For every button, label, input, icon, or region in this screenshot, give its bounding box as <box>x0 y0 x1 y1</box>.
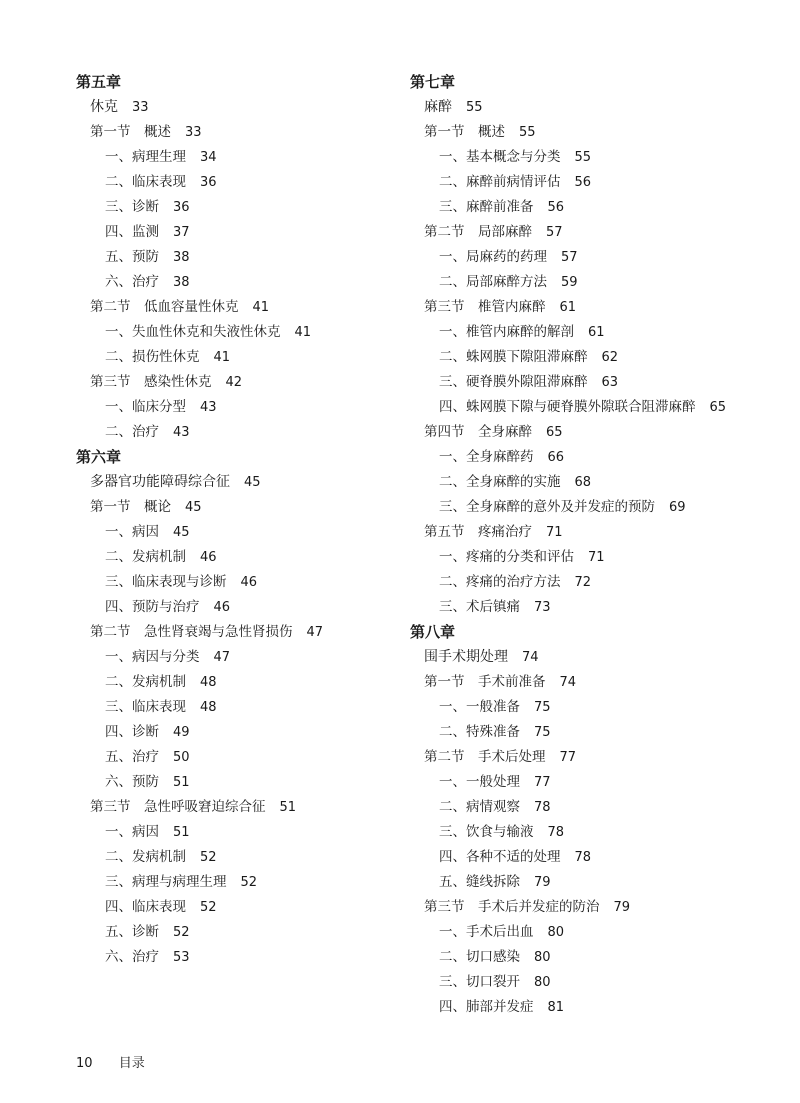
toc-entry-page-number: 80 <box>534 950 551 965</box>
toc-sub-entry <box>76 220 396 245</box>
toc-entry-page-number: 77 <box>534 775 551 790</box>
toc-entry-page-number: 36 <box>173 200 190 215</box>
toc-entry-text: 一、椎管内麻醉的解剖 <box>439 324 574 340</box>
toc-entry-page-number: 78 <box>547 825 565 840</box>
toc-sub-entry <box>410 495 790 520</box>
toc-entry-page-number: 50 <box>173 750 190 765</box>
toc-entry-text: 三、切口裂开 <box>439 974 520 990</box>
toc-entry-text: 二、切口感染 <box>439 949 520 965</box>
toc-entry-text: 第二节 局部麻醉 <box>424 224 532 240</box>
toc-entry-text: 第二节 急性肾衰竭与急性肾损伤 <box>90 624 293 640</box>
toc-entry-page-number: 61 <box>588 325 605 340</box>
toc-entry-text: 第一节 手术前准备 <box>424 674 546 690</box>
toc-entry-text: 一、病因 <box>105 524 159 540</box>
toc-sub-entry <box>76 870 396 895</box>
toc-section-entry <box>76 120 396 145</box>
toc-column-right <box>410 70 790 1020</box>
toc-section-entry <box>76 295 396 320</box>
toc-entry-page-number: 48 <box>200 700 217 715</box>
toc-entry-text: 五、诊断 <box>105 924 159 940</box>
toc-entry-page-number: 45 <box>244 475 261 490</box>
toc-entry-text: 休克 <box>90 99 118 115</box>
toc-entry-page-number: 55 <box>519 125 536 140</box>
toc-sub-entry <box>410 845 790 870</box>
toc-section-entry <box>410 420 790 445</box>
toc-entry-text: 一、病理生理 <box>105 149 186 165</box>
toc-entry-page-number: 55 <box>574 150 592 165</box>
toc-entry-text: 第一节 概论 <box>90 499 171 515</box>
toc-sub-entry <box>410 970 790 995</box>
toc-entry-text: 一、全身麻醉药 <box>439 449 534 465</box>
toc-sub-entry <box>410 245 790 270</box>
toc-sub-entry <box>76 270 396 295</box>
toc-sub-entry <box>410 795 790 820</box>
toc-sub-entry <box>76 745 396 770</box>
toc-sub-entry <box>410 570 790 595</box>
toc-sub-entry <box>76 570 396 595</box>
toc-entry-page-number: 48 <box>200 675 217 690</box>
toc-entry-page-number: 77 <box>559 750 577 765</box>
toc-sub-entry <box>76 245 396 270</box>
toc-entry-page-number: 37 <box>173 225 190 240</box>
toc-sub-entry <box>76 195 396 220</box>
toc-section-entry <box>410 520 790 545</box>
toc-title-entry <box>76 470 396 495</box>
toc-title-entry <box>76 95 396 120</box>
toc-entry-page-number: 51 <box>173 825 190 840</box>
toc-entry-text: 一、失血性休克和失液性休克 <box>105 324 281 340</box>
toc-entry-text: 第五章 <box>76 73 122 91</box>
toc-section-entry <box>76 795 396 820</box>
toc-chapter-entry <box>410 620 790 645</box>
toc-entry-text: 多器官功能障碍综合征 <box>90 474 230 490</box>
toc-sub-entry <box>76 545 396 570</box>
toc-column-left <box>76 70 396 970</box>
toc-sub-entry <box>76 820 396 845</box>
toc-entry-text: 三、全身麻醉的意外及并发症的预防 <box>439 499 655 515</box>
toc-entry-page-number: 47 <box>306 625 324 640</box>
toc-sub-entry <box>76 520 396 545</box>
toc-entry-page-number: 74 <box>522 650 539 665</box>
toc-sub-entry <box>76 920 396 945</box>
toc-section-entry <box>76 620 396 645</box>
toc-entry-text: 三、饮食与输液 <box>439 824 534 840</box>
toc-entry-page-number: 43 <box>173 425 190 440</box>
toc-entry-text: 四、蛛网膜下隙与硬脊膜外隙联合阻滞麻醉 <box>439 399 696 415</box>
toc-chapter-entry <box>76 445 396 470</box>
toc-chapter-entry <box>410 70 790 95</box>
toc-entry-page-number: 63 <box>601 375 619 390</box>
toc-entry-text: 四、预防与治疗 <box>105 599 200 615</box>
toc-sub-entry <box>76 945 396 970</box>
toc-entry-text: 二、损伤性休克 <box>105 349 200 365</box>
toc-entry-page-number: 62 <box>601 350 619 365</box>
toc-sub-entry <box>410 770 790 795</box>
toc-entry-page-number: 52 <box>173 925 190 940</box>
toc-entry-page-number: 56 <box>547 200 565 215</box>
toc-entry-text: 二、发病机制 <box>105 849 186 865</box>
toc-entry-text: 第二节 手术后处理 <box>424 749 546 765</box>
toc-section-entry <box>76 370 396 395</box>
toc-entry-page-number: 55 <box>466 100 483 115</box>
toc-entry-text: 五、治疗 <box>105 749 159 765</box>
toc-entry-text: 二、治疗 <box>105 424 159 440</box>
toc-entry-text: 一、基本概念与分类 <box>439 149 561 165</box>
toc-sub-entry <box>410 695 790 720</box>
toc-sub-entry <box>76 845 396 870</box>
toc-sub-entry <box>76 595 396 620</box>
toc-entry-text: 四、各种不适的处理 <box>439 849 561 865</box>
toc-sub-entry <box>410 370 790 395</box>
toc-entry-text: 二、病情观察 <box>439 799 520 815</box>
toc-sub-entry <box>76 670 396 695</box>
toc-entry-text: 六、治疗 <box>105 274 159 290</box>
toc-entry-text: 四、诊断 <box>105 724 159 740</box>
toc-entry-text: 三、病理与病理生理 <box>105 874 227 890</box>
toc-entry-page-number: 79 <box>534 875 551 890</box>
toc-entry-page-number: 65 <box>709 400 727 415</box>
toc-entry-page-number: 75 <box>534 725 551 740</box>
toc-entry-page-number: 65 <box>546 425 563 440</box>
toc-entry-text: 五、预防 <box>105 249 159 265</box>
toc-entry-text: 二、临床表现 <box>105 174 186 190</box>
toc-entry-text: 二、麻醉前病情评估 <box>439 174 561 190</box>
toc-entry-text: 一、局麻药的药理 <box>439 249 547 265</box>
toc-entry-text: 第四节 全身麻醉 <box>424 424 532 440</box>
toc-entry-text: 四、监测 <box>105 224 159 240</box>
toc-entry-page-number: 80 <box>547 925 565 940</box>
toc-sub-entry <box>410 870 790 895</box>
toc-entry-page-number: 41 <box>213 350 231 365</box>
toc-section-entry <box>410 670 790 695</box>
toc-entry-page-number: 46 <box>213 600 231 615</box>
toc-sub-entry <box>410 545 790 570</box>
toc-entry-text: 六、治疗 <box>105 949 159 965</box>
page-footer <box>76 1054 145 1074</box>
toc-entry-page-number: 71 <box>546 525 563 540</box>
toc-entry-text: 五、缝线拆除 <box>439 874 520 890</box>
toc-sub-entry <box>76 320 396 345</box>
toc-entry-page-number: 43 <box>200 400 217 415</box>
toc-entry-text: 第一节 概述 <box>424 124 505 140</box>
toc-entry-text: 第三节 椎管内麻醉 <box>424 299 546 315</box>
toc-sub-entry <box>410 170 790 195</box>
toc-entry-text: 一、病因与分类 <box>105 649 200 665</box>
toc-entry-text: 一、手术后出血 <box>439 924 534 940</box>
toc-entry-text: 第三节 手术后并发症的防治 <box>424 899 600 915</box>
toc-entry-page-number: 53 <box>173 950 190 965</box>
toc-entry-text: 三、术后镇痛 <box>439 599 520 615</box>
toc-sub-entry <box>76 645 396 670</box>
toc-entry-page-number: 47 <box>213 650 231 665</box>
toc-entry-page-number: 33 <box>132 100 149 115</box>
toc-entry-text: 麻醉 <box>424 99 452 115</box>
toc-section-entry <box>410 895 790 920</box>
toc-sub-entry <box>410 595 790 620</box>
toc-entry-page-number: 66 <box>547 450 565 465</box>
toc-sub-entry <box>410 395 790 420</box>
toc-sub-entry <box>76 395 396 420</box>
toc-entry-page-number: 72 <box>574 575 592 590</box>
toc-entry-text: 一、疼痛的分类和评估 <box>439 549 574 565</box>
footer-page-number: 10 <box>76 1056 93 1071</box>
toc-entry-text: 二、疼痛的治疗方法 <box>439 574 561 590</box>
toc-entry-text: 一、病因 <box>105 824 159 840</box>
toc-title-entry <box>410 95 790 120</box>
toc-entry-text: 二、发病机制 <box>105 674 186 690</box>
toc-entry-page-number: 46 <box>200 550 217 565</box>
footer-title: 目录 <box>118 1056 145 1071</box>
toc-sub-entry <box>410 920 790 945</box>
toc-section-entry <box>410 295 790 320</box>
toc-section-entry <box>410 745 790 770</box>
toc-entry-page-number: 38 <box>173 275 190 290</box>
toc-entry-text: 三、硬脊膜外隙阻滞麻醉 <box>439 374 588 390</box>
toc-entry-text: 第七章 <box>410 73 456 91</box>
toc-entry-text: 一、一般处理 <box>439 774 520 790</box>
toc-entry-text: 第五节 疼痛治疗 <box>424 524 532 540</box>
toc-entry-text: 二、蛛网膜下隙阻滞麻醉 <box>439 349 588 365</box>
toc-entry-page-number: 68 <box>574 475 592 490</box>
toc-entry-text: 二、发病机制 <box>105 549 186 565</box>
toc-entry-page-number: 78 <box>534 800 551 815</box>
toc-sub-entry <box>410 345 790 370</box>
toc-entry-text: 一、一般准备 <box>439 699 520 715</box>
toc-entry-page-number: 46 <box>240 575 258 590</box>
toc-entry-text: 第三节 急性呼吸窘迫综合征 <box>90 799 266 815</box>
toc-entry-text: 第一节 概述 <box>90 124 171 140</box>
toc-entry-page-number: 34 <box>200 150 217 165</box>
toc-sub-entry <box>76 770 396 795</box>
toc-title-entry <box>410 645 790 670</box>
toc-sub-entry <box>410 320 790 345</box>
toc-entry-page-number: 75 <box>534 700 551 715</box>
toc-entry-page-number: 45 <box>185 500 202 515</box>
toc-entry-page-number: 73 <box>534 600 551 615</box>
toc-entry-page-number: 78 <box>574 850 592 865</box>
toc-entry-text: 第六章 <box>76 448 122 466</box>
toc-entry-page-number: 52 <box>200 850 217 865</box>
toc-entry-text: 三、临床表现与诊断 <box>105 574 227 590</box>
toc-sub-entry <box>76 170 396 195</box>
toc-sub-entry <box>410 270 790 295</box>
toc-entry-text: 二、全身麻醉的实施 <box>439 474 561 490</box>
toc-entry-text: 六、预防 <box>105 774 159 790</box>
toc-entry-page-number: 80 <box>534 975 551 990</box>
toc-entry-page-number: 36 <box>200 175 217 190</box>
toc-entry-text: 第二节 低血容量性休克 <box>90 299 239 315</box>
toc-sub-entry <box>76 695 396 720</box>
toc-sub-entry <box>76 145 396 170</box>
toc-entry-page-number: 79 <box>613 900 631 915</box>
toc-entry-page-number: 71 <box>588 550 605 565</box>
toc-sub-entry <box>76 895 396 920</box>
toc-entry-page-number: 38 <box>173 250 190 265</box>
toc-sub-entry <box>410 470 790 495</box>
toc-section-entry <box>410 220 790 245</box>
toc-sub-entry <box>410 445 790 470</box>
toc-entry-page-number: 45 <box>173 525 190 540</box>
toc-entry-text: 二、局部麻醉方法 <box>439 274 547 290</box>
toc-chapter-entry <box>76 70 396 95</box>
toc-entry-page-number: 41 <box>294 325 312 340</box>
toc-entry-page-number: 57 <box>561 250 578 265</box>
toc-sub-entry <box>410 945 790 970</box>
toc-section-entry <box>76 495 396 520</box>
toc-sub-entry <box>76 720 396 745</box>
toc-entry-text: 三、麻醉前准备 <box>439 199 534 215</box>
toc-entry-page-number: 69 <box>669 500 686 515</box>
toc-sub-entry <box>410 820 790 845</box>
toc-entry-page-number: 74 <box>559 675 577 690</box>
toc-section-entry <box>410 120 790 145</box>
toc-sub-entry <box>410 995 790 1020</box>
toc-entry-page-number: 51 <box>279 800 297 815</box>
toc-sub-entry <box>76 345 396 370</box>
toc-entry-page-number: 61 <box>559 300 577 315</box>
toc-entry-page-number: 49 <box>173 725 190 740</box>
toc-entry-page-number: 51 <box>173 775 190 790</box>
toc-entry-text: 围手术期处理 <box>424 649 508 665</box>
toc-sub-entry <box>410 195 790 220</box>
toc-entry-page-number: 33 <box>185 125 202 140</box>
toc-sub-entry <box>410 145 790 170</box>
toc-entry-text: 三、临床表现 <box>105 699 186 715</box>
toc-sub-entry <box>410 720 790 745</box>
toc-entry-page-number: 56 <box>574 175 592 190</box>
toc-entry-page-number: 52 <box>240 875 258 890</box>
toc-entry-page-number: 52 <box>200 900 217 915</box>
toc-entry-text: 第三节 感染性休克 <box>90 374 212 390</box>
toc-sub-entry <box>76 420 396 445</box>
toc-entry-text: 四、肺部并发症 <box>439 999 534 1015</box>
toc-entry-text: 一、临床分型 <box>105 399 186 415</box>
toc-entry-page-number: 57 <box>546 225 563 240</box>
toc-entry-text: 四、临床表现 <box>105 899 186 915</box>
toc-entry-page-number: 59 <box>561 275 578 290</box>
toc-entry-text: 二、特殊准备 <box>439 724 520 740</box>
toc-entry-page-number: 41 <box>252 300 270 315</box>
toc-entry-page-number: 42 <box>225 375 243 390</box>
toc-entry-text: 三、诊断 <box>105 199 159 215</box>
toc-entry-page-number: 81 <box>547 1000 565 1015</box>
toc-entry-text: 第八章 <box>410 623 456 641</box>
